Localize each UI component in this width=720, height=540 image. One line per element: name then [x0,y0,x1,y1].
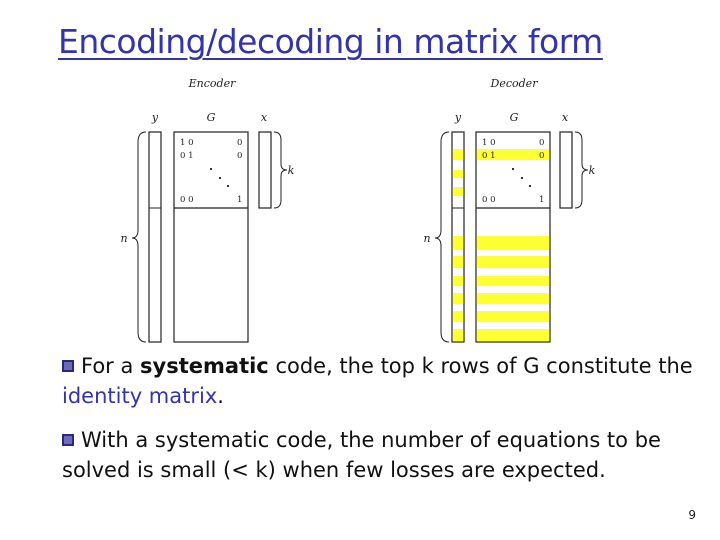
received-row-g [477,293,550,304]
decoder-x-vector [560,132,572,208]
encoder-row-1-left: 1 0 [180,138,194,148]
encoder-x-vector [259,132,271,208]
encoder-k-brace [274,132,287,208]
encoder-row-last-left: 0 0 [180,195,194,205]
decoder-label: Decoder [490,77,538,90]
bullet-1-pre: For a [81,354,141,378]
received-row-y [453,149,464,160]
encoder-y-vector [149,132,161,342]
encoder-diagonal-dot [219,177,221,179]
encoder-n-brace [132,132,146,342]
bullet-2-text: With a systematic code, the number of equations to be solved is small (< k) when few losses are expected. [62,428,661,482]
decoder-diagonal-dot [512,168,514,170]
decoder-row-1-left: 1 0 [482,138,496,148]
encoder-g-matrix [174,132,248,342]
received-row-y [453,311,464,322]
decoder-row-1-right: 0 [539,138,545,148]
received-row-y [453,187,464,196]
encoder-n-label: n [120,232,128,245]
encoder-y-label: y [151,111,159,124]
decoder-diagonal-dot [521,177,523,179]
decoder-g-label: G [509,111,519,124]
page-number: 9 [688,508,696,522]
decoder-diagram [423,77,595,342]
received-row-y [453,256,464,268]
encoder-label: Encoder [188,77,236,90]
encoder-diagram [120,77,294,342]
encoder-g-label: G [206,111,216,124]
decoder-row-last-left: 0 0 [482,195,496,205]
decoder-n-brace [435,132,449,342]
encoder-row-last-right: 1 [237,195,243,205]
decoder-k-brace [575,132,588,208]
received-row-y [453,329,464,341]
bullet-systematic-code [62,351,712,411]
bullet-1-post: . [217,384,224,408]
decoder-x-label: x [561,111,569,124]
decoder-n-label: n [423,232,431,245]
received-row-g [477,311,550,322]
received-row-y [453,236,464,250]
received-row-y [453,276,464,286]
decoder-row-last-right: 1 [539,195,545,205]
encoder-diagonal-dot [210,168,212,170]
encoder-row-2-left: 0 1 [180,151,194,161]
decoder-diagonal-dot [529,185,531,187]
decoder-k-label: k [588,164,596,177]
received-row-g [477,276,550,286]
matrix-diagram [0,70,720,345]
bullet-1-bold: systematic [140,354,269,378]
encoder-k-label: k [287,164,295,177]
received-row-y [453,170,464,178]
received-row-y [453,293,464,304]
decoder-row-2-left: 0 1 [482,151,496,161]
bullet-few-losses [62,425,712,485]
bullet-1-accent: identity matrix [62,384,218,408]
encoder-row-2-right: 0 [237,151,243,161]
bullet-1-mid: code, the top k rows of G constitute the [268,354,693,378]
bullet-box-icon [62,360,74,372]
encoder-x-label: x [260,111,268,124]
received-row-g [477,329,550,341]
encoder-diagonal-dot [227,185,229,187]
encoder-row-1-right: 0 [237,138,243,148]
slide-title: Encoding/decoding in matrix form [58,22,603,61]
bullet-box-icon [62,434,74,446]
received-row-g [477,236,550,250]
decoder-y-label: y [454,111,462,124]
received-row-g [477,256,550,268]
decoder-row-2-right: 0 [539,151,545,161]
